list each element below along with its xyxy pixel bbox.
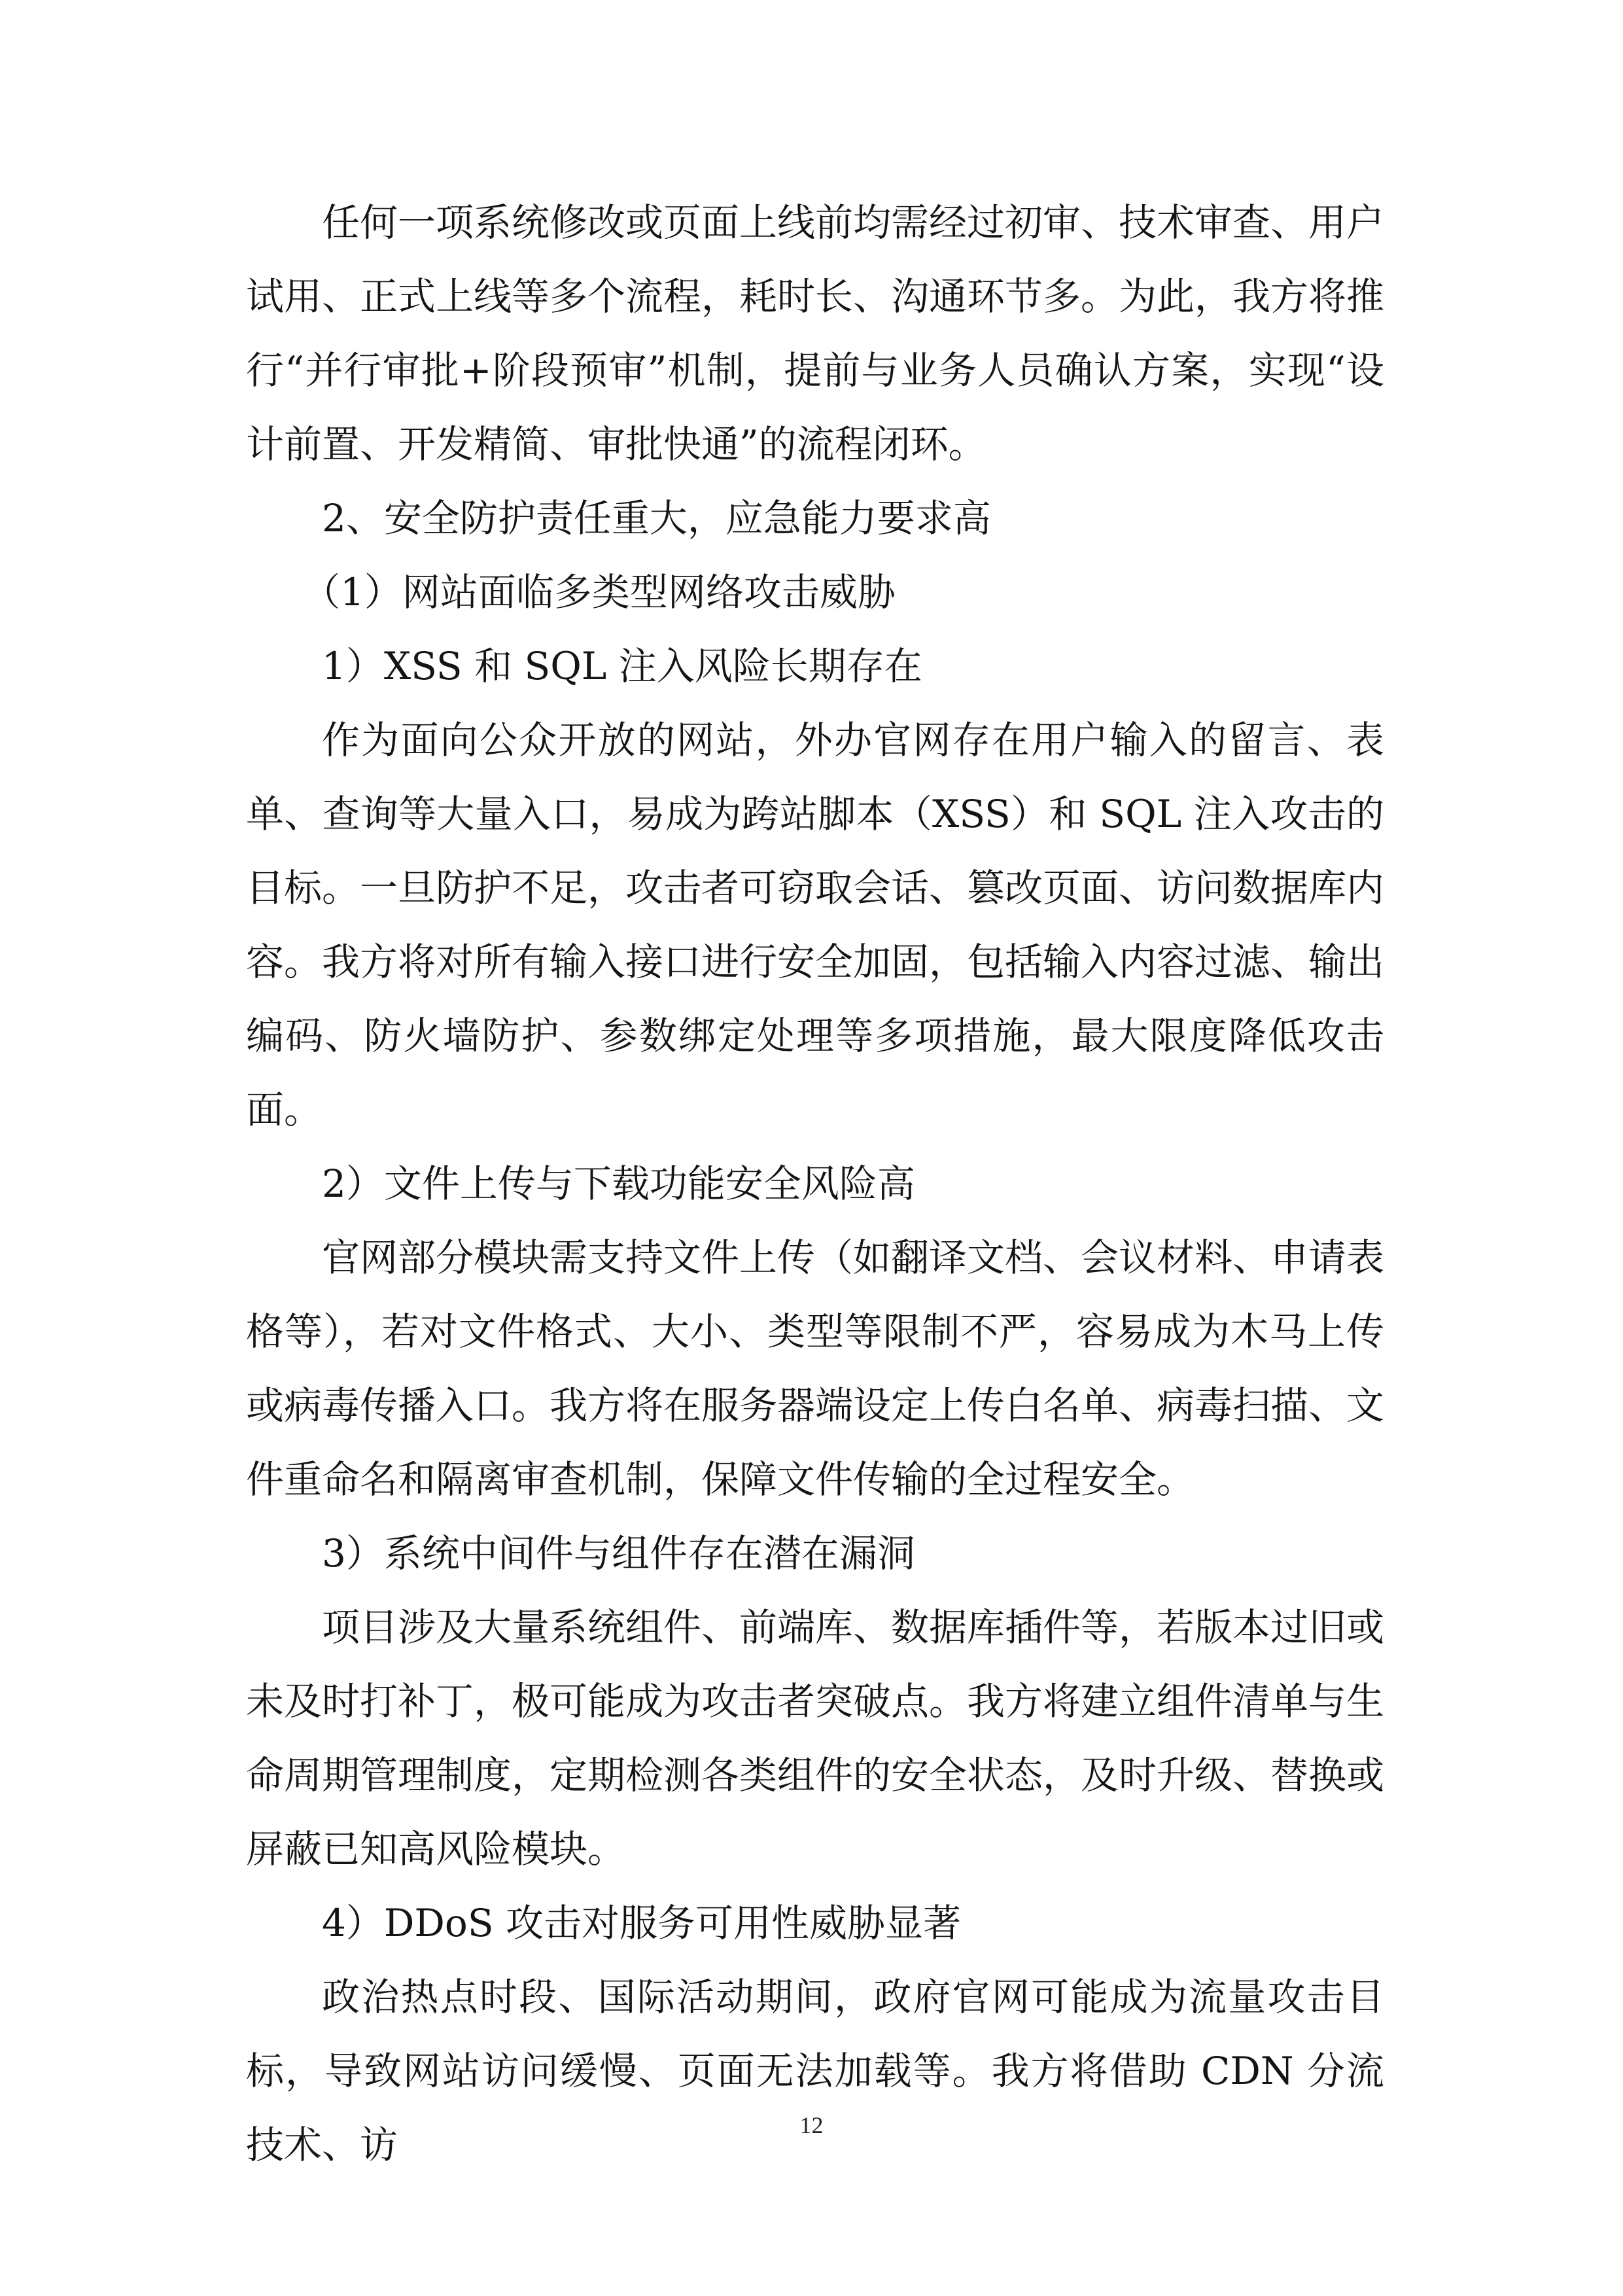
item-heading-ddos: 4）DDoS 攻击对服务可用性威胁显著 bbox=[322, 1901, 961, 1945]
paragraph-file-upload: 官网部分模块需支持文件上传（如翻译文档、会议材料、申请表格等），若对文件格式、大小、类型等限制不严，容易成为木马上传或病毒传播入口。我方将在服务器端设定上传白名单、病毒扫描、文件重命名和隔离审查机制，保障文件传输的全过程安全。 bbox=[246, 1235, 1385, 1502]
item-heading-middleware: 3）系统中间件与组件存在潜在漏洞 bbox=[322, 1531, 915, 1576]
body-text bbox=[246, 186, 1384, 2182]
item-heading-file-upload: 2）文件上传与下载功能安全风险高 bbox=[322, 1161, 915, 1206]
paragraph-middleware: 项目涉及大量系统组件、前端库、数据库插件等，若版本过旧或未及时打补丁，极可能成为攻击者突破点。我方将建立组件清单与生命周期管理制度，定期检测各类组件的安全状态，及时升级、替换或屏蔽已知高风险模块。 bbox=[246, 1605, 1385, 1871]
subsection-heading-attack-threats: （1）网站面临多类型网络攻击威胁 bbox=[302, 570, 896, 614]
item-heading-xss-sql: 1）XSS 和 SQL 注入风险长期存在 bbox=[322, 644, 922, 688]
paragraph-xss-sql: 作为面向公众开放的网站，外办官网存在用户输入的留言、表单、查询等大量入口，易成为跨站脚本（XSS）和 SQL 注入攻击的目标。一旦防护不足，攻击者可窃取会话、篡改页面、访问数据库内容。我方将对所有输入接口进行安全加固，包括输入内容过滤、输出编码、防火墙防护、参数绑定处理等多项措施，最大限度降低攻击面。 bbox=[246, 718, 1385, 1132]
page-number: 12 bbox=[799, 2112, 824, 2138]
paragraph-ddos: 政治热点时段、国际活动期间，政府官网可能成为流量攻击目标，导致网站访问缓慢、页面无法加载等。我方将借助 CDN 分流技术、访 bbox=[246, 1975, 1384, 2167]
paragraph-approval-process: 任何一项系统修改或页面上线前均需经过初审、技术审查、用户试用、正式上线等多个流程，耗时长、沟通环节多。为此，我方将推行“并行审批+阶段预审”机制，提前与业务人员确认方案，实现“设计前置、开发精简、审批快通”的流程闭环。 bbox=[246, 200, 1385, 467]
section-heading-security: 2、安全防护责任重大，应急能力要求高 bbox=[322, 496, 991, 540]
